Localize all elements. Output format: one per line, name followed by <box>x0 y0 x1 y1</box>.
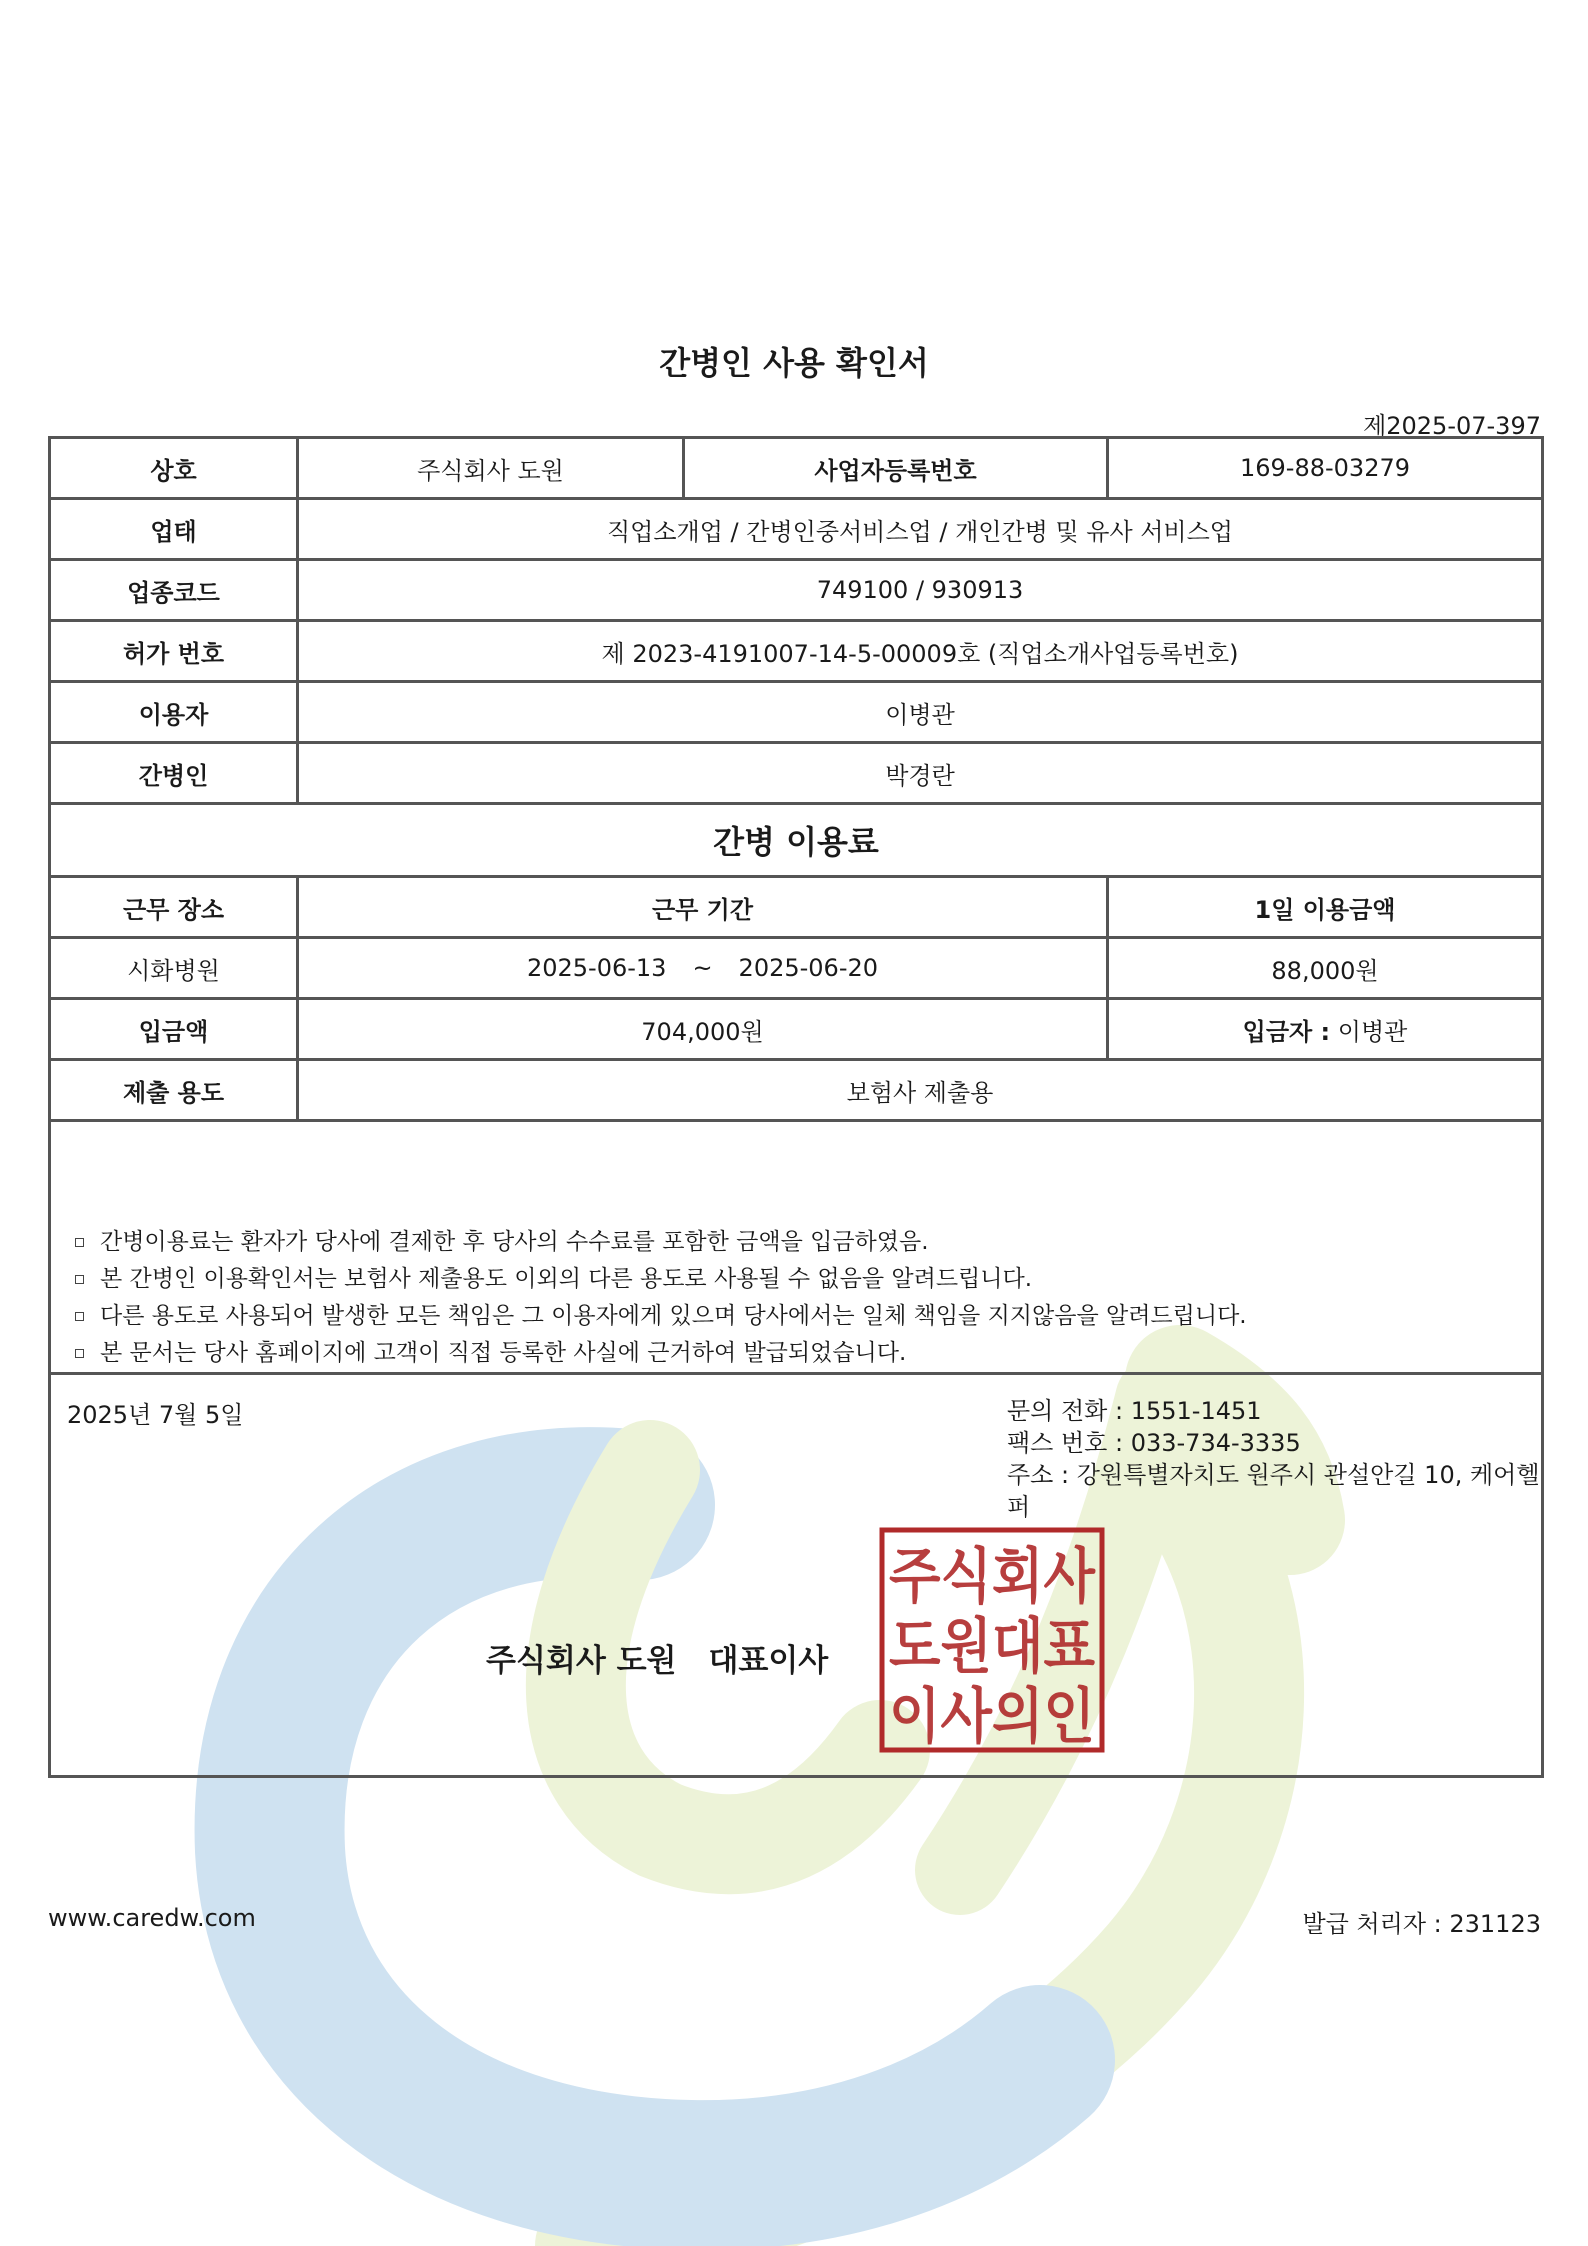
contact-info <box>1007 1395 1541 1523</box>
reg-no-label: 사업자등록번호 <box>684 438 1108 499</box>
issue-date: 2025년 7월 5일 <box>67 1401 244 1429</box>
representative-title: 대표이사 <box>708 1643 829 1679</box>
note-item: 본 간병인 이용확인서는 보험사 제출용도 이외의 다른 용도로 사용될 수 없음을 알려드립니다. <box>75 1261 1541 1298</box>
svg-text:도원대표: 도원대표 <box>889 1612 1096 1682</box>
license-value: 제 2023-4191007-14-5-00009호 (직업소개사업등록번호) <box>298 621 1543 682</box>
daily-fee-label: 1일 이용금액 <box>1108 877 1543 938</box>
business-type-label: 업태 <box>50 499 298 560</box>
row-license <box>50 621 1543 682</box>
issuer-info: 발급 처리자 : 231123 <box>1302 1910 1541 1938</box>
license-label: 허가 번호 <box>50 621 298 682</box>
row-purpose <box>50 1060 1543 1121</box>
row-fee-headers <box>50 877 1543 938</box>
row-notes <box>50 1121 1543 1374</box>
user-label: 이용자 <box>50 682 298 743</box>
row-fee-values <box>50 938 1543 999</box>
square-bullet-icon <box>75 1238 84 1247</box>
row-caregiver <box>50 743 1543 804</box>
purpose-value: 보험사 제출용 <box>298 1060 1543 1121</box>
document-title: 간병인 사용 확인서 <box>659 344 929 382</box>
notes-cell <box>50 1121 1543 1374</box>
contact-phone: 문의 전화 : 1551-1451 <box>1007 1397 1262 1425</box>
depositor-label: 입금자 : <box>1242 1017 1331 1046</box>
row-industry-code <box>50 560 1543 621</box>
square-bullet-icon <box>75 1312 84 1321</box>
place-label: 근무 장소 <box>50 877 298 938</box>
contact-fax: 팩스 번호 : 033-734-3335 <box>1007 1429 1301 1457</box>
row-footer <box>50 1374 1543 1777</box>
document-number: 제2025-07-397 <box>1363 412 1541 440</box>
square-bullet-icon <box>75 1349 84 1358</box>
reg-no-value: 169-88-03279 <box>1108 438 1543 499</box>
notes-list <box>51 1224 1541 1372</box>
row-deposit <box>50 999 1543 1060</box>
confirmation-table <box>48 436 1544 1778</box>
row-fee-section <box>50 804 1543 877</box>
company-name: 주식회사 도원 <box>486 1643 677 1679</box>
period-start: 2025-06-13 <box>526 954 667 982</box>
period-value <box>298 938 1108 999</box>
industry-code-value: 749100 / 930913 <box>298 560 1543 621</box>
square-bullet-icon <box>75 1275 84 1284</box>
company-signature <box>486 1635 828 1680</box>
purpose-label: 제출 용도 <box>50 1060 298 1121</box>
company-label: 상호 <box>50 438 298 499</box>
note-item: 본 문서는 당사 홈페이지에 고객이 직접 등록한 사실에 근거하여 발급되었습니다. <box>75 1335 1541 1372</box>
place-value: 시화병원 <box>50 938 298 999</box>
svg-text:주식회사: 주식회사 <box>889 1542 1096 1612</box>
caregiver-value: 박경란 <box>298 743 1543 804</box>
contact-address: 주소 : 강원특별자치도 원주시 관설안길 10, 케어헬퍼 <box>1007 1461 1540 1521</box>
caregiver-label: 간병인 <box>50 743 298 804</box>
row-user <box>50 682 1543 743</box>
depositor <box>1108 999 1543 1060</box>
svg-text:이사의인: 이사의인 <box>889 1682 1095 1752</box>
period-end: 2025-06-20 <box>738 954 879 982</box>
depositor-value: 이병관 <box>1337 1017 1408 1046</box>
note-item: 다른 용도로 사용되어 발생한 모든 책임은 그 이용자에게 있으며 당사에서는 일체 책임을 지지않음을 알려드립니다. <box>75 1298 1541 1335</box>
company-value: 주식회사 도원 <box>298 438 684 499</box>
row-company <box>50 438 1543 499</box>
company-seal-stamp <box>879 1527 1105 1753</box>
row-business-type <box>50 499 1543 560</box>
deposit-label: 입금액 <box>50 999 298 1060</box>
note-item: 간병이용료는 환자가 당사에 결제한 후 당사의 수수료를 포함한 금액을 입금하였음. <box>75 1224 1541 1261</box>
business-type-value: 직업소개업 / 간병인중서비스업 / 개인간병 및 유사 서비스업 <box>298 499 1543 560</box>
website-link[interactable]: www.caredw.com <box>48 1904 256 1932</box>
fee-section-title: 간병 이용료 <box>50 804 1543 877</box>
user-value: 이병관 <box>298 682 1543 743</box>
industry-code-label: 업종코드 <box>50 560 298 621</box>
period-separator: ~ <box>692 954 713 982</box>
period-label: 근무 기간 <box>298 877 1108 938</box>
deposit-value: 704,000원 <box>298 999 1108 1060</box>
daily-fee-value: 88,000원 <box>1108 938 1543 999</box>
footer-cell <box>50 1374 1543 1777</box>
